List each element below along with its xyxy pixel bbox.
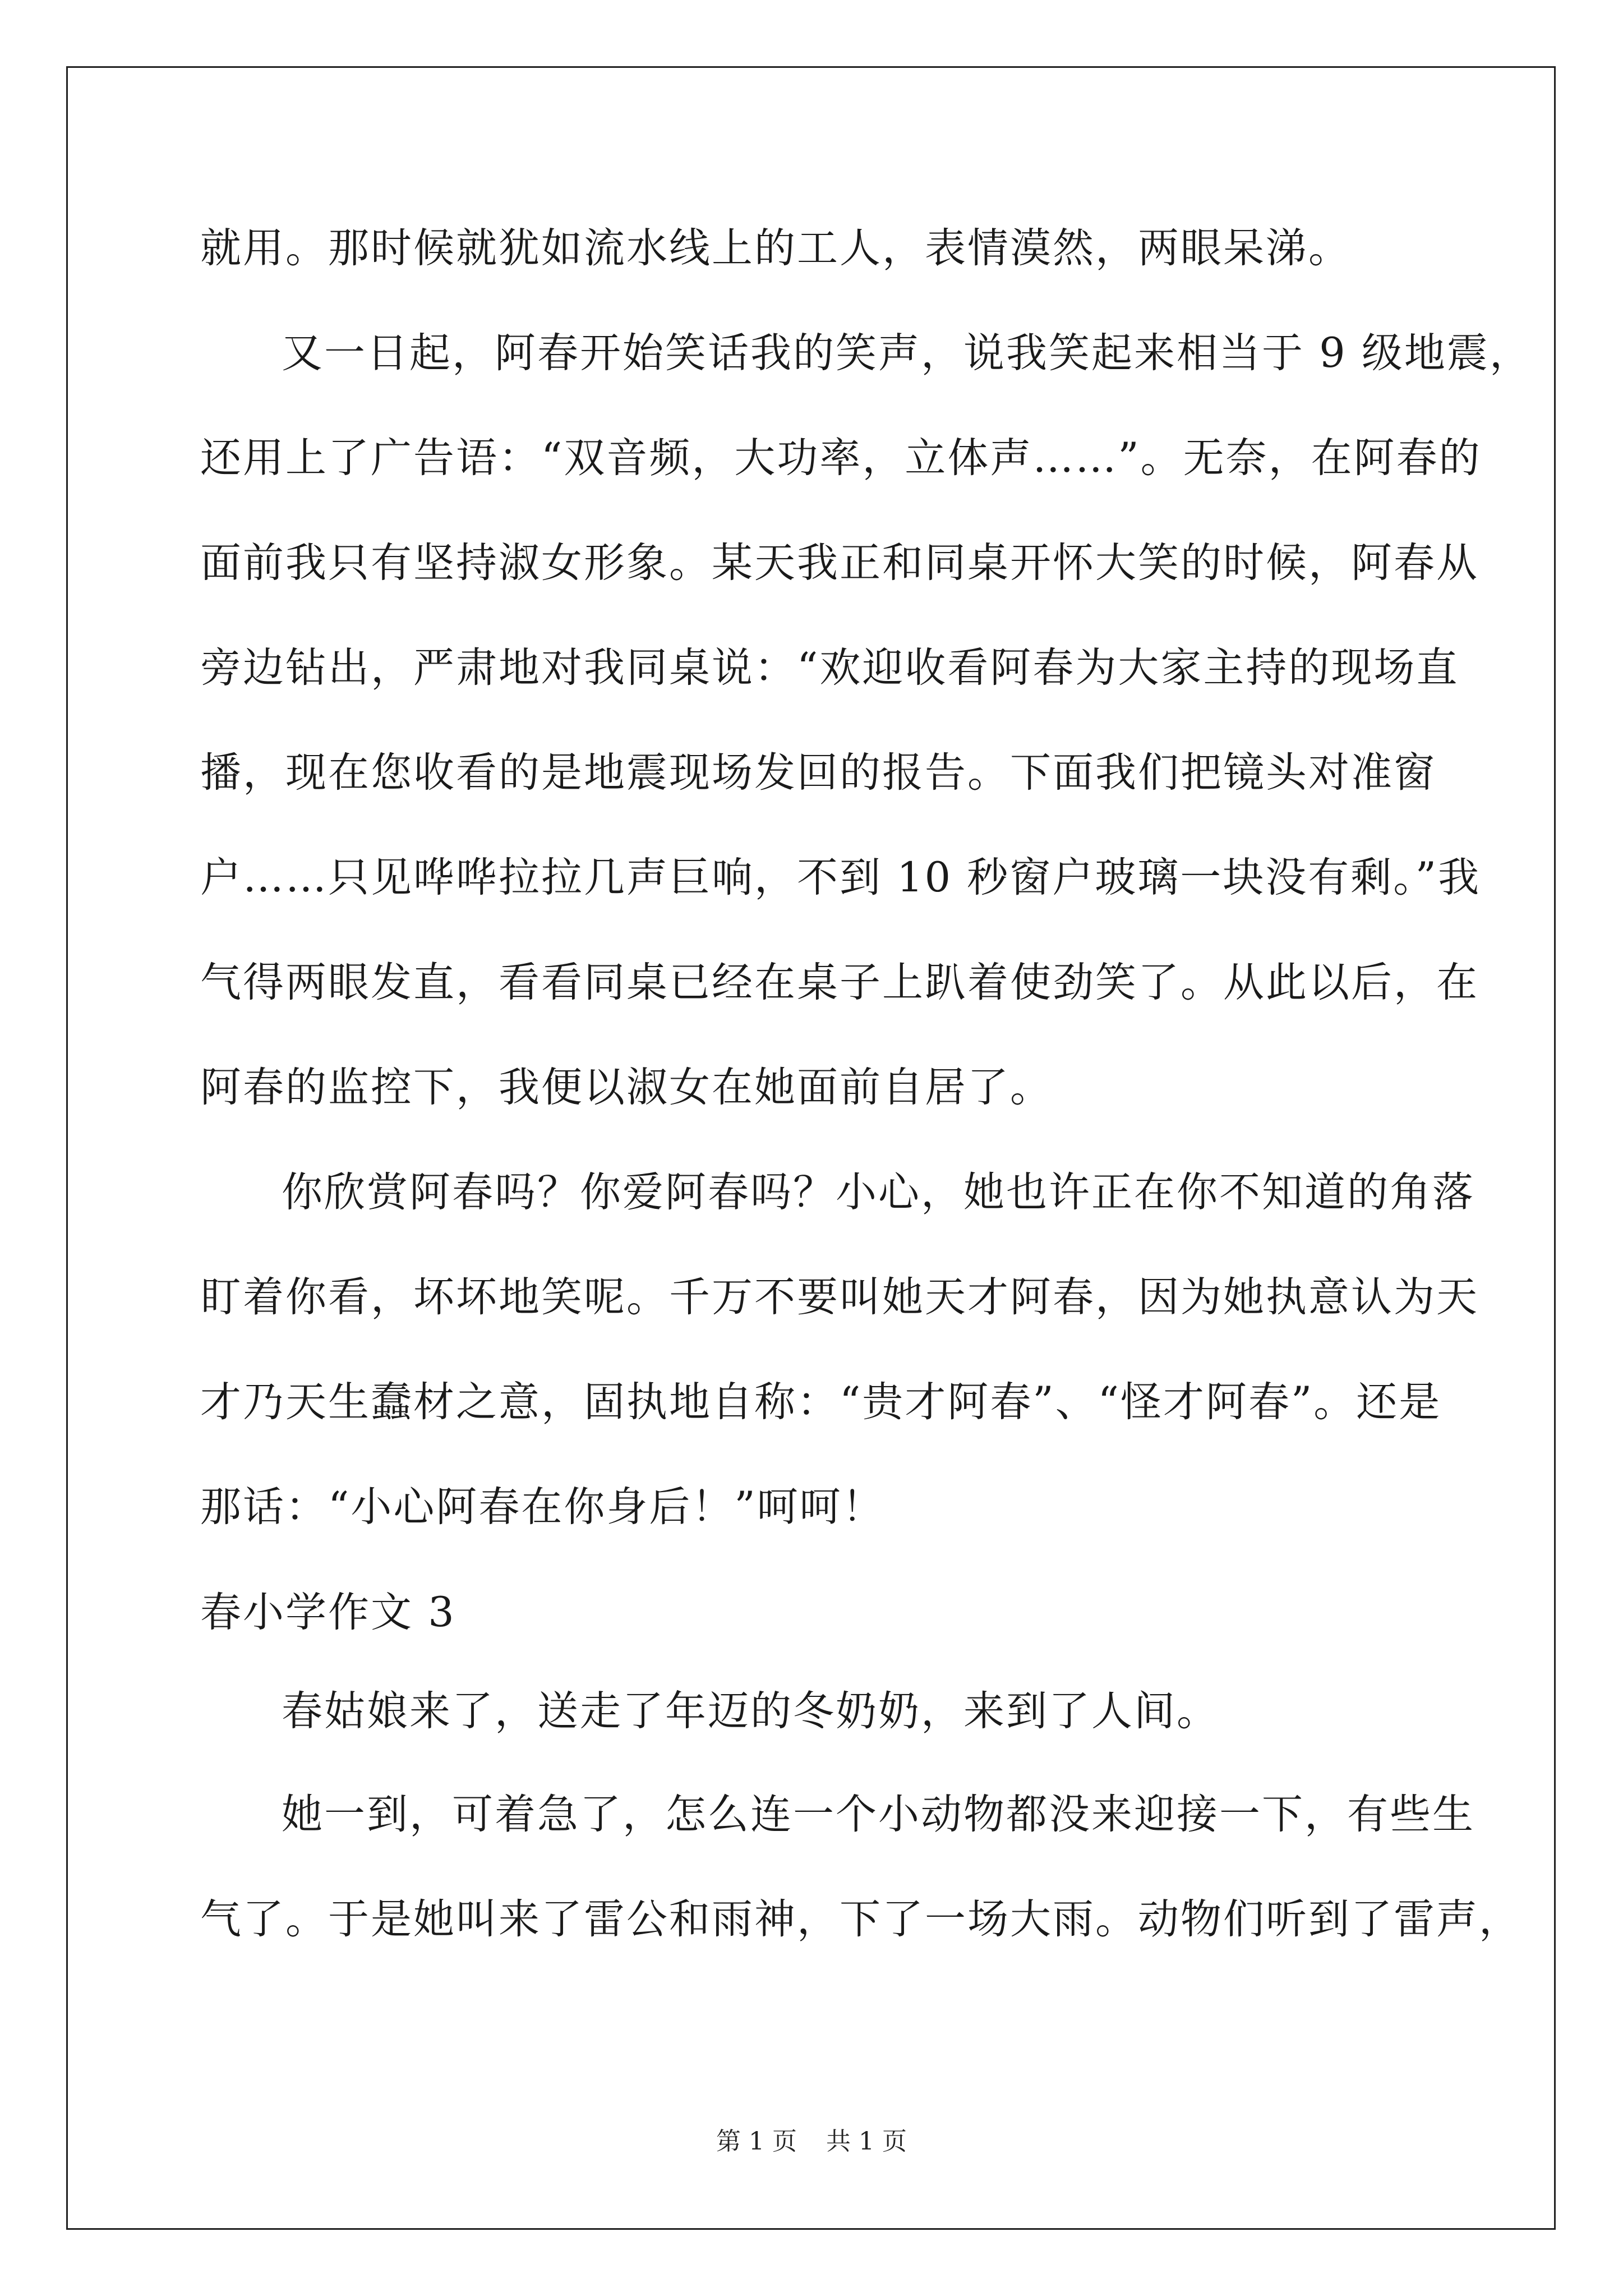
text-line: 又一日起，阿春开始笑话我的笑声，说我笑起来相当于 9 级地震， bbox=[282, 329, 1532, 377]
text-line: 旁边钻出，严肃地对我同桌说：“欢迎收看阿春为大家主持的现场直 bbox=[200, 644, 1459, 692]
text-line: 那话：“小心阿春在你身后！”呵呵！ bbox=[200, 1483, 885, 1531]
text-line: 播，现在您收看的是地震现场发回的报告。下面我们把镜头对准窗 bbox=[200, 749, 1436, 797]
text-line: 还用上了广告语：“双音频，大功率，立体声……”。无奈，在阿春的 bbox=[200, 434, 1482, 482]
page-footer bbox=[0, 2126, 1623, 2157]
section-heading: 春小学作文 3 bbox=[200, 1589, 456, 1636]
text-line: 春姑娘来了，送走了年迈的冬奶奶，来到了人间。 bbox=[282, 1687, 1219, 1735]
text-line: 才乃天生蠢材之意，固执地自称：“贵才阿春”、“怪才阿春”。还是 bbox=[200, 1378, 1442, 1426]
page-current: 第 1 页 bbox=[716, 2127, 797, 2156]
text-line: 气得两眼发直，看看同桌已经在桌子上趴着使劲笑了。从此以后，在 bbox=[200, 959, 1479, 1006]
page-total: 共 1 页 bbox=[826, 2127, 907, 2156]
text-line: 盯着你看，坏坏地笑呢。千万不要叫她天才阿春，因为她执意认为天 bbox=[200, 1273, 1479, 1321]
text-line: 户……只见哗哗拉拉几声巨响，不到 10 秒窗户玻璃一块没有剩。”我 bbox=[200, 854, 1481, 901]
text-line: 气了。于是她叫来了雷公和雨神，下了一场大雨。动物们听到了雷声， bbox=[200, 1895, 1521, 1943]
text-line: 她一到，可着急了，怎么连一个小动物都没来迎接一下，有些生 bbox=[282, 1791, 1475, 1838]
text-line: 阿春的监控下，我便以淑女在她面前自居了。 bbox=[200, 1064, 1053, 1111]
text-line: 你欣赏阿春吗？你爱阿春吗？小心，她也许正在你不知道的角落 bbox=[282, 1168, 1475, 1216]
text-line: 就用。那时候就犹如流水线上的工人，表情漠然，两眼呆涕。 bbox=[200, 224, 1351, 272]
text-line: 面前我只有坚持淑女形象。某天我正和同桌开怀大笑的时候，阿春从 bbox=[200, 539, 1479, 587]
